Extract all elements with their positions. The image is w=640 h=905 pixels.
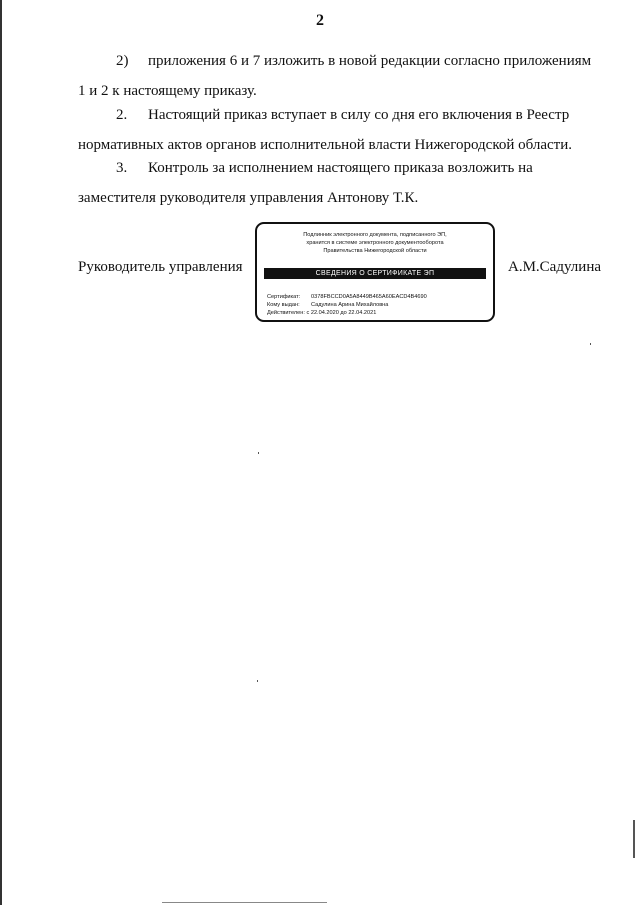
scan-speck — [590, 343, 591, 345]
paragraph-number: 2. — [116, 107, 128, 123]
scan-edge-mark — [633, 820, 635, 858]
paragraph-text-first: приложения 6 и 7 изложить в новой редакции согласно приложениям — [148, 53, 592, 69]
stamp-label: Сертификат: — [267, 294, 301, 300]
stamp-header — [263, 231, 487, 255]
stamp-label: Действителен: — [267, 310, 305, 316]
scan-left-border — [0, 0, 2, 905]
stamp-value: с 22.04.2020 до 22.04.2021 — [306, 310, 377, 316]
stamp-value: Садулина Арина Михайловна — [311, 302, 389, 308]
stamp-certificate-title: СВЕДЕНИЯ О СЕРТИФИКАТЕ ЭП — [264, 268, 486, 279]
stamp-value: 0378FBCCD0A5A8449B465A60EACD4B4690 — [311, 294, 427, 300]
paragraph-text-rest: 1 и 2 к настоящему приказу. — [78, 83, 257, 99]
stamp-row-owner — [267, 301, 487, 309]
paragraph-text-first: Настоящий приказ вступает в силу со дня его включения в Реестр — [148, 107, 570, 123]
page-number: 2 — [316, 12, 324, 29]
paragraph-item-2 — [78, 46, 600, 106]
paragraph-text-rest: нормативных актов органов исполнительной власти Нижегородской области. — [78, 137, 573, 153]
signatory-name: А.М.Садулина — [508, 259, 602, 275]
scan-speck — [257, 680, 258, 682]
stamp-row-validity — [267, 309, 487, 317]
stamp-header-line: Подлинник электронного документа, подписанного ЭП, — [303, 232, 447, 238]
stamp-header-line: Правительства Нижегородской области — [323, 248, 427, 254]
paragraph-number: 2) — [116, 53, 129, 69]
stamp-label: Кому выдан: — [267, 302, 300, 308]
stamp-details — [267, 293, 487, 317]
paragraph-item-3 — [78, 153, 600, 213]
paragraph-text-rest: заместителя руководителя управления Антонову Т.К. — [78, 190, 419, 206]
signatory-title: Руководитель управления — [78, 259, 243, 275]
paragraph-text-first: Контроль за исполнением настоящего приказа возложить на — [148, 160, 533, 176]
digital-signature-stamp — [255, 222, 495, 322]
scan-speck — [258, 452, 259, 454]
stamp-row-certificate — [267, 293, 487, 301]
paragraph-number: 3. — [116, 160, 128, 176]
paragraph-item-2-effect — [78, 100, 600, 160]
stamp-header-line: хранится в системе электронного документооборота — [306, 240, 444, 246]
scan-bottom-line — [162, 902, 327, 903]
